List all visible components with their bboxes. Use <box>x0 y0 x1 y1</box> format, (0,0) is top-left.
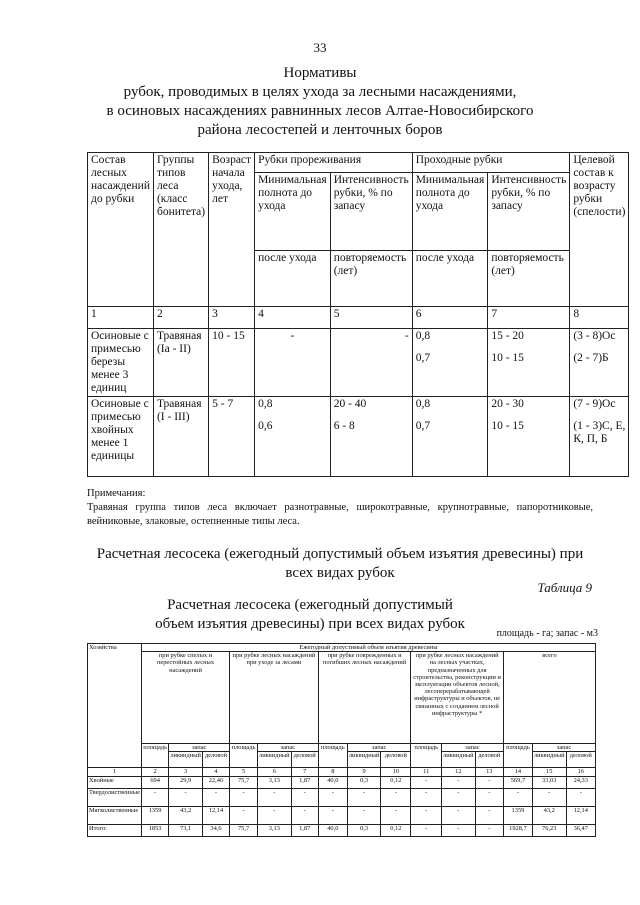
header-prohodnye: Проходные рубки <box>412 153 570 173</box>
table-cell: 1359 <box>141 807 168 825</box>
table-row <box>88 789 596 807</box>
table-row <box>88 807 596 825</box>
col-number: 3 <box>169 768 203 777</box>
col-number: 3 <box>209 307 255 329</box>
cell-vozrast: 10 - 15 <box>209 329 255 397</box>
col-number: 11 <box>411 768 442 777</box>
col-number: 7 <box>488 307 570 329</box>
table-cell: 0,12 <box>381 777 411 789</box>
col-number: 14 <box>503 768 532 777</box>
header-povtor-2: повторяемость (лет) <box>488 251 570 307</box>
table-cell: 3,13 <box>258 777 292 789</box>
row-name: Мягколиственные <box>88 807 142 825</box>
table-cell: 36,47 <box>566 825 595 837</box>
header-zapas: запас <box>169 744 230 752</box>
table-cell: - <box>475 825 503 837</box>
table-cell: - <box>532 789 566 807</box>
column-numbers-row <box>88 768 596 777</box>
col-number: 13 <box>475 768 503 777</box>
table-cell: 76,23 <box>532 825 566 837</box>
col-number: 2 <box>141 768 168 777</box>
table-cell: - <box>442 807 476 825</box>
col-number: 8 <box>570 307 629 329</box>
row-name: Итого: <box>88 825 142 837</box>
col-number: 7 <box>291 768 318 777</box>
title-line-4: района лесостепей и ленточных боров <box>197 122 443 138</box>
table-cell: 75,7 <box>230 825 258 837</box>
header-likvid: ликвидный <box>532 752 566 768</box>
table-cell: 34,6 <box>202 825 229 837</box>
table-cell: - <box>318 789 347 807</box>
table-cell: 33,03 <box>532 777 566 789</box>
header-celevoy: Целевой состав к возрасту рубки (спелости) <box>570 153 629 307</box>
col-number: 4 <box>255 307 331 329</box>
col-number: 1 <box>88 307 154 329</box>
table-cell: 12,14 <box>566 807 595 825</box>
header-zapas: запас <box>532 744 595 752</box>
table-cell: 43,2 <box>532 807 566 825</box>
header-delov: деловой <box>566 752 595 768</box>
cell-gruppa: Травяная (Iа - II) <box>153 329 208 397</box>
col-number: 1 <box>88 768 142 777</box>
column-numbers-row <box>88 307 629 329</box>
header-group-2: при рубке лесных насаждений при уходе за лесами <box>230 652 319 744</box>
table-cell: - <box>411 789 442 807</box>
notes <box>87 487 593 529</box>
table-cell: 29,9 <box>169 777 203 789</box>
table-cell: 75,7 <box>230 777 258 789</box>
cell-min-polnota: - <box>255 329 331 397</box>
cell-gruppa: Травяная (I - III) <box>153 397 208 477</box>
header-proreghivanie: Рубки прореживания <box>255 153 413 173</box>
page-number: 33 <box>313 40 327 55</box>
table-row <box>88 397 629 477</box>
cell-intens: - <box>330 329 412 397</box>
table-cell: - <box>475 777 503 789</box>
cell-intens-2: 15 - 20 10 - 15 <box>488 329 570 397</box>
header-delov: деловой <box>202 752 229 768</box>
col-number: 6 <box>412 307 488 329</box>
table-label: Таблица 9 <box>537 580 592 595</box>
header-ploshad: площадь <box>141 744 168 768</box>
header-hoz: Хозяйства <box>88 644 142 768</box>
table-cell: 0,3 <box>347 825 381 837</box>
notes-label: Примечания: <box>87 488 146 499</box>
header-ploshad: площадь <box>230 744 258 768</box>
table-cell: 0,12 <box>381 825 411 837</box>
header-main: Ежегодный допустимый объем изъятия древесины <box>141 644 595 652</box>
header-povtor: повторяемость (лет) <box>330 251 412 307</box>
table-cell: - <box>258 807 292 825</box>
table-cell: - <box>475 789 503 807</box>
table9-title: Расчетная лесосека (ежегодный допустимый объем изъятия древесины) при всех видах рубок <box>155 597 465 632</box>
table-cell: - <box>318 807 347 825</box>
header-sostav: Состав лесных насаждений до рубки <box>88 153 154 307</box>
header-gruppy: Группы типов леса (класс бонитета) <box>153 153 208 307</box>
table-cell: - <box>230 789 258 807</box>
header-ploshad: площадь <box>318 744 347 768</box>
table-row <box>88 329 629 397</box>
header-intens: Интенсивность рубки, % по запасу <box>330 173 412 251</box>
col-number: 12 <box>442 768 476 777</box>
table-cell: 40,0 <box>318 777 347 789</box>
table-cell: 1,87 <box>291 825 318 837</box>
header-zapas: запас <box>347 744 411 752</box>
header-group-3: при рубке поврежденных и погибших лесных насаждений <box>318 652 411 744</box>
header-group-5: всего <box>503 652 595 744</box>
table-cell: 3,13 <box>258 825 292 837</box>
notes-text: Травяная группа типов леса включает разнотравные, широкотравные, крупнотравные, папоротниковые, вейниковые, злаковые, остепненные типы леса. <box>87 502 593 527</box>
cell-vozrast: 5 - 7 <box>209 397 255 477</box>
table-cell: 1928,7 <box>503 825 532 837</box>
header-min-polnota: Минимальная полнота до ухода <box>255 173 331 251</box>
table-cell: - <box>291 807 318 825</box>
header-posle-2: после ухода <box>412 251 488 307</box>
col-number: 15 <box>532 768 566 777</box>
col-number: 5 <box>230 768 258 777</box>
table-cell: - <box>202 789 229 807</box>
table-cell: 569,7 <box>503 777 532 789</box>
header-delov: деловой <box>381 752 411 768</box>
cell-min-polnota-2: 0,8 0,7 <box>412 397 488 477</box>
table-cell: - <box>411 807 442 825</box>
table-cell: 1359 <box>503 807 532 825</box>
header-likvid: ликвидный <box>169 752 203 768</box>
header-intens-2: Интенсивность рубки, % по запасу <box>488 173 570 251</box>
cell-min-polnota: 0,8 0,6 <box>255 397 331 477</box>
table-cell: 694 <box>141 777 168 789</box>
table-cell: - <box>347 807 381 825</box>
table-cell: - <box>141 789 168 807</box>
table-cell: - <box>442 789 476 807</box>
header-posle: после ухода <box>255 251 331 307</box>
table-cell: 1853 <box>141 825 168 837</box>
table-cell: - <box>566 789 595 807</box>
table-cell: - <box>503 789 532 807</box>
header-ploshad: площадь <box>411 744 442 768</box>
col-number: 10 <box>381 768 411 777</box>
header-likvid: ликвидный <box>442 752 476 768</box>
table-cell: - <box>258 789 292 807</box>
header-group-4: при рубке лесных насаждений на лесных участках, предназначенных для строительства, реконструкции и эксплуатации объектов лесной, лесоперерабатывающей инфраструктуры и объектов, не связанных с созданием лесной инфраструктуры * <box>411 652 504 744</box>
row-name: Твердолиственные <box>88 789 142 807</box>
table-cell: - <box>291 789 318 807</box>
header-delov: деловой <box>291 752 318 768</box>
table-cell: 43,2 <box>169 807 203 825</box>
table-cell: 1,87 <box>291 777 318 789</box>
table-cell: 22,46 <box>202 777 229 789</box>
page-title <box>60 64 580 140</box>
table-cell: - <box>230 807 258 825</box>
cutting-volume-table <box>87 643 596 837</box>
table-cell: - <box>347 789 381 807</box>
col-number: 5 <box>330 307 412 329</box>
cell-intens-2: 20 - 30 10 - 15 <box>488 397 570 477</box>
col-number: 16 <box>566 768 595 777</box>
col-number: 8 <box>318 768 347 777</box>
table-row <box>88 777 596 789</box>
cell-sostav: Осиновые с примесью хвойных менее 1 единицы <box>88 397 154 477</box>
header-delov: деловой <box>475 752 503 768</box>
header-zapas: запас <box>442 744 504 752</box>
table-cell: 24,33 <box>566 777 595 789</box>
table-cell: - <box>442 777 476 789</box>
header-likvid: ликвидный <box>347 752 381 768</box>
table-cell: 73,1 <box>169 825 203 837</box>
col-number: 9 <box>347 768 381 777</box>
units-label: площадь - га; запас - м3 <box>496 628 598 639</box>
cell-celevoy: (7 - 9)Ос (1 - 3)С, Е, К, П, Б <box>570 397 629 477</box>
norms-table <box>87 152 629 477</box>
table-cell: - <box>411 777 442 789</box>
table-cell: - <box>475 807 503 825</box>
header-ploshad: площадь <box>503 744 532 768</box>
header-min-polnota-2: Минимальная полнота до ухода <box>412 173 488 251</box>
section-heading: Расчетная лесосека (ежегодный допустимый объем изъятия древесины) при всех видах рубок <box>96 546 584 581</box>
table-row <box>88 825 596 837</box>
table-cell: - <box>442 825 476 837</box>
row-name: Хвойные <box>88 777 142 789</box>
cell-sostav: Осиновые с примесью березы менее 3 единиц <box>88 329 154 397</box>
title-line-3: в осиновых насаждениях равнинных лесов Алтае-Новосибирского <box>106 103 534 119</box>
cell-celevoy: (3 - 8)Ос (2 - 7)Б <box>570 329 629 397</box>
table-cell: - <box>411 825 442 837</box>
header-zapas: запас <box>258 744 319 752</box>
table-cell: 12,14 <box>202 807 229 825</box>
cell-min-polnota-2: 0,8 0,7 <box>412 329 488 397</box>
table-cell: - <box>381 807 411 825</box>
col-number: 6 <box>258 768 292 777</box>
header-group-1: при рубке спелых и перестойных лесных насаждений <box>141 652 229 744</box>
table-cell: - <box>381 789 411 807</box>
title-line-1: Нормативы <box>283 65 357 81</box>
header-likvid: ликвидный <box>258 752 292 768</box>
table-cell: 0,3 <box>347 777 381 789</box>
col-number: 4 <box>202 768 229 777</box>
cell-intens: 20 - 40 6 - 8 <box>330 397 412 477</box>
header-vozrast: Возраст начала ухода, лет <box>209 153 255 307</box>
col-number: 2 <box>153 307 208 329</box>
title-line-2: рубок, проводимых в целях ухода за лесными насаждениями, <box>123 84 517 100</box>
table-cell: - <box>169 789 203 807</box>
table-cell: 40,0 <box>318 825 347 837</box>
